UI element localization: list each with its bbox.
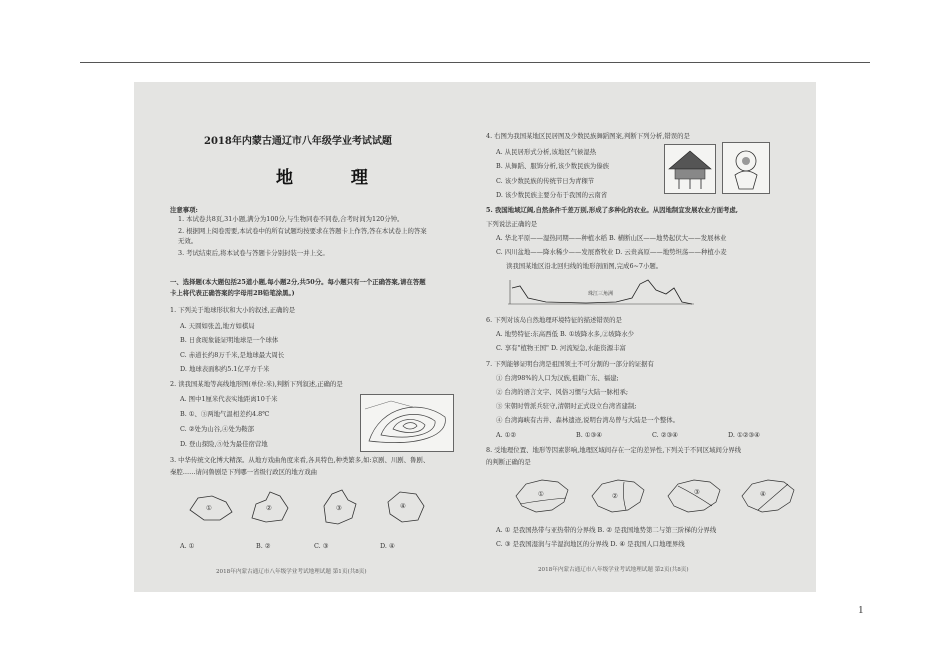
q1-stem: 1. 下列关于地球形状和大小的叙述,正确的是 <box>170 306 296 314</box>
province-map-3 <box>318 486 362 528</box>
province-label-2: ② <box>266 504 272 512</box>
china-map-label-3: ③ <box>694 488 700 496</box>
notice-header: 注意事项: <box>170 206 198 214</box>
q3-stem-1: 3. 中华传统文化博大精深。从地方戏曲角度来看,各具特色,种类繁多,如:京剧、川剧、鲁剧、 <box>170 456 430 464</box>
q3-option-b: B. ② <box>256 542 271 550</box>
right-footer: 2018年内蒙古通辽市八年级学业考试地理试题 第2页(共8页) <box>538 567 689 573</box>
province-label-3: ③ <box>336 504 342 512</box>
province-map-1 <box>186 490 236 526</box>
notice-1: 1. 本试卷共8页,31小题,满分为100分,与生物同卷不同卷,合考时间为120分钟。 <box>178 215 404 223</box>
exam-photo <box>134 82 816 592</box>
china-map-label-2: ② <box>612 492 618 500</box>
china-map-2 <box>588 476 648 516</box>
q5-options-ab: A. 华北平原——湿热同期——种植水稻 B. 横断山区——地势起伏大——发展林业 <box>496 234 727 242</box>
china-map-1 <box>512 476 572 516</box>
q8-stem-2: 的判断正确的是 <box>486 458 531 466</box>
notice-2-cont: 无效。 <box>178 237 198 245</box>
header-rule <box>80 62 870 63</box>
q8-stem-1: 8. 受地理位置、地形等因素影响,地理区域间存在一定的差异性,下列关于不同区域间分界线 <box>486 446 742 454</box>
q7-item-3: ③ 宋朝时曾派兵驻守,清朝时正式设立台湾省建制; <box>496 402 637 410</box>
china-map-label-4: ④ <box>760 490 766 498</box>
province-label-1: ① <box>206 504 212 512</box>
q2-stem: 2. 读我国某地等高线地形图(单位:米),判断下列叙述,正确的是 <box>170 380 343 388</box>
terrain-profile <box>506 276 696 310</box>
q7-option-c: C. ②③④ <box>652 431 678 439</box>
q4-option-a: A. 从民居形式分析,该地区气候湿热 <box>496 148 597 156</box>
q7-stem: 7. 下列能够证明台湾是祖国领土不可分割的一部分的证据有 <box>486 360 654 368</box>
q1-option-d: D. 地球表面积约5.1亿平方千米 <box>180 365 270 373</box>
page-number: 1 <box>858 604 864 616</box>
notice-2: 2. 根据网上阅卷需要,本试卷中的所有试题均按要求在答题卡上作答,答在本试卷上的答案 <box>178 227 427 235</box>
dance-pattern-image <box>722 142 770 194</box>
q3-option-c: C. ③ <box>314 542 329 550</box>
q6-options-ab: A. 地势特征:东高西低 B. ①坡降水多,②坡降水少 <box>496 330 635 338</box>
exam-title: 2018年内蒙古通辽市八年级学业考试试题 <box>204 136 392 147</box>
province-map-4 <box>382 488 428 526</box>
q4-option-b: B. 从舞蹈、服饰分析,该少数民族为傣族 <box>496 162 610 170</box>
q1-option-b: B. 日食现象能证明地球是一个球体 <box>180 336 279 344</box>
province-map-2 <box>246 488 294 526</box>
subject-title: 地 理 <box>276 168 394 188</box>
q7-option-d: D. ①②③④ <box>728 431 760 439</box>
section-1-line-2: 卡上将代表正确答案的字母用2B铅笔涂黑。) <box>170 289 295 297</box>
profile-label: 珠江三角洲 <box>588 291 614 297</box>
q7-option-a: A. ①② <box>496 431 517 439</box>
contour-lines <box>361 395 453 451</box>
q5-stem-2: 下列说法正确的是 <box>486 220 538 228</box>
q7-item-4: ④ 台湾海峡有古井、森林遗迹,说明台湾岛曾与大陆是一个整体。 <box>496 416 679 424</box>
dwelling-image <box>664 144 716 194</box>
q7-option-b: B. ①③④ <box>576 431 602 439</box>
q2-option-d: D. 登山探险,⑤处为最佳宿营地 <box>180 440 268 448</box>
china-map-label-1: ① <box>538 490 544 498</box>
left-page <box>134 82 474 592</box>
section-1-line-1: 一、选择题(本大题包括25道小题,每小题2分,共50分。每小题只有一个正确答案,请在答题 <box>170 278 426 286</box>
q2-option-c: C. ②处为山谷,④处为鞍部 <box>180 425 255 433</box>
q4-stem: 4. 右图为我国某地区民居图及少数民族舞蹈图案,判断下列分析,错误的是 <box>486 132 690 140</box>
q3-option-d: D. ④ <box>380 542 395 550</box>
q3-stem-2: 秦腔……请问鲁剧是下列哪一省级行政区的地方戏曲 <box>170 468 317 476</box>
contour-map-figure <box>360 394 454 452</box>
q6-7-passage: 读我国某地区沿北回归线的地形剖面图,完成6~7小题。 <box>506 262 663 270</box>
q6-options-cd: C. 享有"植物王国" D. 河流短急,水能资源丰富 <box>496 344 626 352</box>
province-label-4: ④ <box>400 502 406 510</box>
right-page <box>476 82 816 592</box>
q3-option-a: A. ① <box>180 542 195 550</box>
q1-option-c: C. 赤道长约8万千米,是地球最大周长 <box>180 351 285 359</box>
q2-option-a: A. 图中1厘米代表实地距离10千米 <box>180 395 278 403</box>
q7-item-1: ① 台湾98%的人口为汉族,祖籍广东、福建; <box>496 374 619 382</box>
q7-item-2: ② 台湾的语言文字、风俗习惯与大陆一脉相承; <box>496 388 628 396</box>
q4-option-d: D. 该少数民族主要分布于我国的云南省 <box>496 191 608 199</box>
china-map-4 <box>738 476 798 516</box>
q6-stem: 6. 下列对该岛自然地理环境特征的描述错误的是 <box>486 316 622 324</box>
china-map-3 <box>664 476 724 516</box>
q5-options-cd: C. 四川盆地——降水稀少——发展畜牧业 D. 云贵高原——地势坦荡——种植小麦 <box>496 248 727 256</box>
q4-option-c: C. 该少数民族的传统节日为青稞节 <box>496 177 595 185</box>
q2-option-b: B. ①、③两地气温相差约4.8℃ <box>180 410 270 418</box>
q1-option-a: A. 天圆如张盖,地方如棋局 <box>180 322 255 330</box>
q5-stem-1: 5. 我国地域辽阔,自然条件千差万别,形成了多种化的农业。从因地制宜发展农业方面考虑, <box>486 206 739 214</box>
left-footer: 2018年内蒙古通辽市八年级学业考试地理试题 第1页(共8页) <box>216 569 367 575</box>
q8-options-cd: C. ③ 是我国湿润与半湿润地区的分界线 D. ④ 是我国人口地理界线 <box>496 540 685 548</box>
notice-3: 3. 考试结束后,将本试卷与答题卡分别封装一并上交。 <box>178 249 329 257</box>
q8-options-ab: A. ① 是我国热带与亚热带的分界线 B. ② 是我国地势第二与第三阶梯的分界线 <box>496 526 717 534</box>
